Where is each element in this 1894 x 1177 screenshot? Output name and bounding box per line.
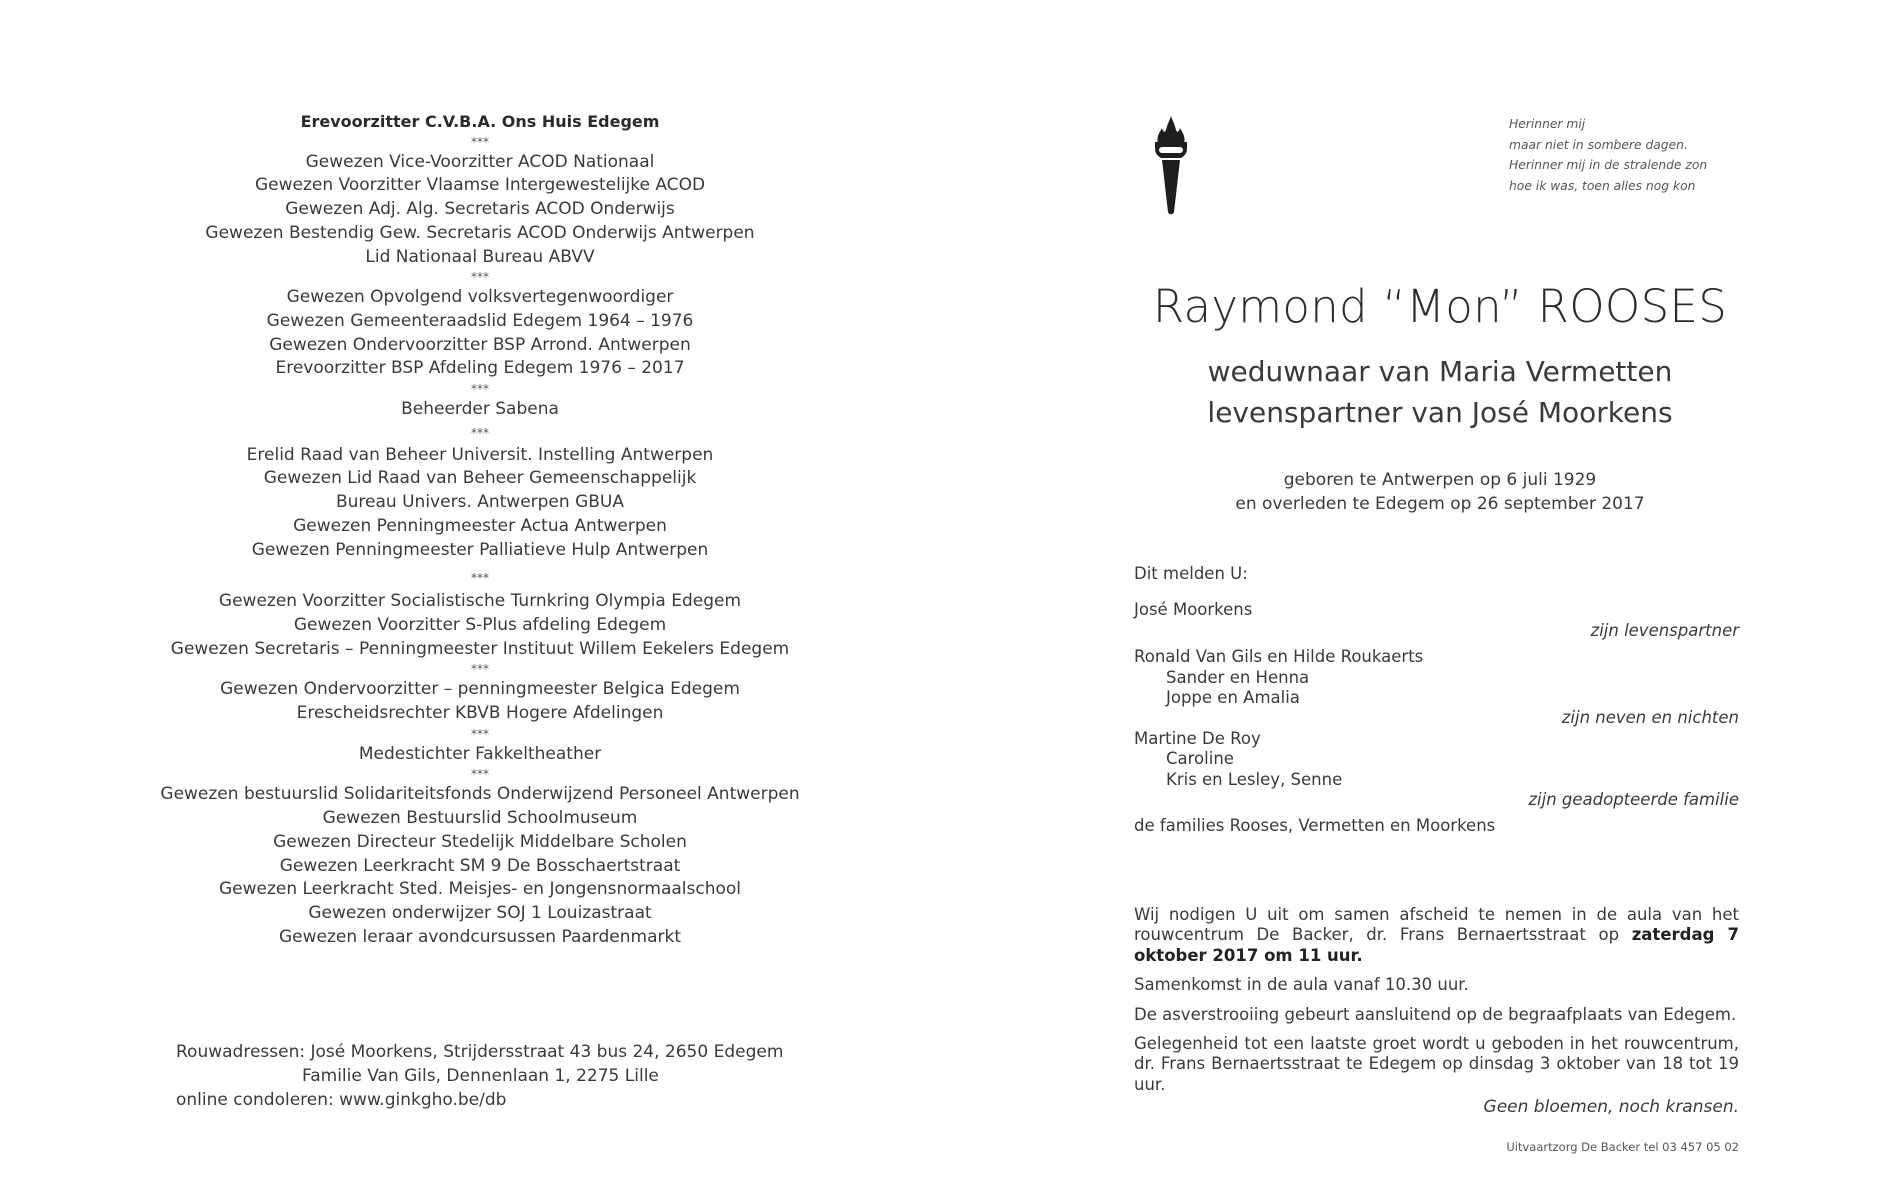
address-line: Rouwadressen: José Moorkens, Strijdersstraat 43 bus 24, 2650 Edegem bbox=[176, 1042, 784, 1062]
separator: *** bbox=[471, 382, 489, 397]
memorial-poem bbox=[1509, 114, 1769, 196]
career-line: Gewezen Voorzitter Socialistische Turnkring Olympia Edegem bbox=[218, 591, 742, 612]
career-line: Gewezen Voorzitter S-Plus afdeling Edegem bbox=[293, 614, 667, 635]
ceremony-details bbox=[1134, 905, 1739, 1104]
condolence-link[interactable]: online condoleren: www.ginkgho.be/db bbox=[176, 1090, 507, 1110]
family-member: Kris en Lesley, Senne bbox=[1166, 769, 1343, 789]
separator: *** bbox=[471, 425, 489, 440]
career-line: Gewezen Adj. Alg. Secretaris ACOD Onderwijs bbox=[285, 199, 675, 220]
career-line: Gewezen Ondervoorzitter – penningmeester Belgica Edegem bbox=[220, 679, 740, 700]
career-line: Beheerder Sabena bbox=[401, 399, 559, 420]
died-line: en overleden te Edegem op 26 september 2017 bbox=[1235, 494, 1645, 514]
deceased-name: Raymond “Mon” ROOSES bbox=[1152, 280, 1728, 333]
no-flowers-note: Geen bloemen, noch kransen. bbox=[1483, 1097, 1739, 1117]
scattering-text: De asverstrooiing gebeurt aansluitend op de begraafplaats van Edegem. bbox=[1134, 1004, 1737, 1024]
career-line: Gewezen Lid Raad van Beheer Gemeenschappelijk bbox=[263, 468, 697, 489]
career-line: Gewezen Ondervoorzitter BSP Arrond. Antwerpen bbox=[269, 334, 691, 355]
poem-line: Herinner mij bbox=[1509, 117, 1586, 131]
separator: *** bbox=[471, 726, 489, 741]
career-line: Gewezen Bestendig Gew. Secretaris ACOD Onderwijs Antwerpen bbox=[205, 222, 755, 243]
career-line: Bureau Univers. Antwerpen GBUA bbox=[336, 492, 624, 513]
career-line: Gewezen Penningmeester Actua Antwerpen bbox=[293, 515, 667, 536]
gathering-text: Samenkomst in de aula vanaf 10.30 uur. bbox=[1134, 975, 1469, 995]
career-line: Gewezen Leerkracht Sted. Meisjes- en Jongensnormaalschool bbox=[218, 879, 742, 900]
invitation-text: Wij nodigen U uit om samen afscheid te nemen in de aula van het rouwcentrum De Backer, dr. Frans Bernaertsstraat op zaterdag 7 oktober 2017 om 11 uur. bbox=[1134, 905, 1740, 965]
poem-line: hoe ik was, toen alles nog kon bbox=[1509, 178, 1696, 193]
visitation-text: Gelegenheid tot een laatste groet wordt u geboden in het rouwcentrum, dr. Frans Bernaertsstraat te Edegem op dinsdag 3 oktober van 18 tot 19 uur. bbox=[1134, 1034, 1739, 1094]
career-line: Gewezen bestuurslid Solidariteitsfonds Onderwijzend Personeel Antwerpen bbox=[160, 784, 800, 805]
family-member: Ronald Van Gils en Hilde Roukaerts bbox=[1134, 647, 1424, 667]
birth-death-dates bbox=[1120, 468, 1760, 516]
announce-intro: Dit melden U: bbox=[1134, 564, 1248, 583]
career-line: Erescheidsrechter KBVB Hogere Afdelingen bbox=[296, 703, 664, 724]
families-line: de families Rooses, Vermetten en Moorkens bbox=[1134, 816, 1496, 836]
separator: *** bbox=[471, 134, 489, 149]
career-line: Gewezen Opvolgend volksvertegenwoordiger bbox=[286, 287, 674, 308]
family-role: zijn levenspartner bbox=[1590, 620, 1739, 640]
family-member: Joppe en Amalia bbox=[1166, 688, 1300, 708]
ceremony-date: zaterdag 7 oktober 2017 om 11 uur. bbox=[1134, 925, 1740, 965]
career-line: Lid Nationaal Bureau ABVV bbox=[365, 246, 595, 267]
undertaker-contact: Uitvaartzorg De Backer tel 03 457 05 02 bbox=[1506, 1140, 1739, 1154]
born-line: geboren te Antwerpen op 6 juli 1929 bbox=[1283, 470, 1597, 490]
family-role: zijn geadopteerde familie bbox=[1528, 790, 1739, 810]
separator: *** bbox=[471, 767, 489, 782]
career-line: Medestichter Fakkeltheather bbox=[358, 743, 602, 764]
poem-line: Herinner mij in de stralende zon bbox=[1509, 158, 1708, 172]
career-line: Gewezen Gemeenteraadslid Edegem 1964 – 1976 bbox=[266, 310, 694, 331]
family-member: Martine De Roy bbox=[1134, 728, 1261, 748]
career-line: Gewezen leraar avondcursussen Paardenmarkt bbox=[278, 926, 681, 947]
career-line: Erelid Raad van Beheer Universit. Instelling Antwerpen bbox=[246, 444, 714, 465]
family-member: José Moorkens bbox=[1134, 600, 1253, 620]
separator: *** bbox=[471, 270, 489, 285]
honorary-title: Erevoorzitter C.V.B.A. Ons Huis Edegem bbox=[300, 112, 660, 131]
separator: *** bbox=[471, 571, 489, 586]
career-line: Gewezen Penningmeester Palliatieve Hulp Antwerpen bbox=[251, 539, 709, 560]
life-partner-of: levenspartner van José Moorkens bbox=[1207, 396, 1673, 429]
family-member: Caroline bbox=[1166, 749, 1234, 769]
career-line: Gewezen Vice-Voorzitter ACOD Nationaal bbox=[305, 151, 655, 172]
career-line: Gewezen Voorzitter Vlaamse Intergewestelijke ACOD bbox=[254, 175, 706, 196]
family-announcement bbox=[1134, 564, 1739, 837]
career-line: Gewezen Directeur Stedelijk Middelbare Scholen bbox=[273, 831, 687, 852]
family-member: Sander en Henna bbox=[1166, 667, 1310, 687]
family-role: zijn neven en nichten bbox=[1561, 708, 1739, 728]
poem-line: maar niet in sombere dagen. bbox=[1509, 137, 1688, 152]
separator: *** bbox=[471, 662, 489, 677]
widower-of: weduwnaar van Maria Vermetten bbox=[1207, 355, 1673, 388]
address-line: Familie Van Gils, Dennenlaan 1, 2275 Lille bbox=[302, 1066, 659, 1086]
mourning-addresses bbox=[176, 1040, 816, 1112]
career-line: Gewezen Leerkracht SM 9 De Bosschaertstraat bbox=[279, 855, 681, 876]
career-line: Gewezen Secretaris – Penningmeester Instituut Willem Eekelers Edegem bbox=[170, 638, 790, 659]
torch-icon bbox=[1150, 114, 1192, 216]
career-list bbox=[150, 110, 810, 949]
career-line: Gewezen onderwijzer SOJ 1 Louizastraat bbox=[308, 902, 652, 923]
career-line: Erevoorzitter BSP Afdeling Edegem 1976 – 2017 bbox=[275, 358, 685, 379]
career-line: Gewezen Bestuurslid Schoolmuseum bbox=[322, 808, 638, 829]
